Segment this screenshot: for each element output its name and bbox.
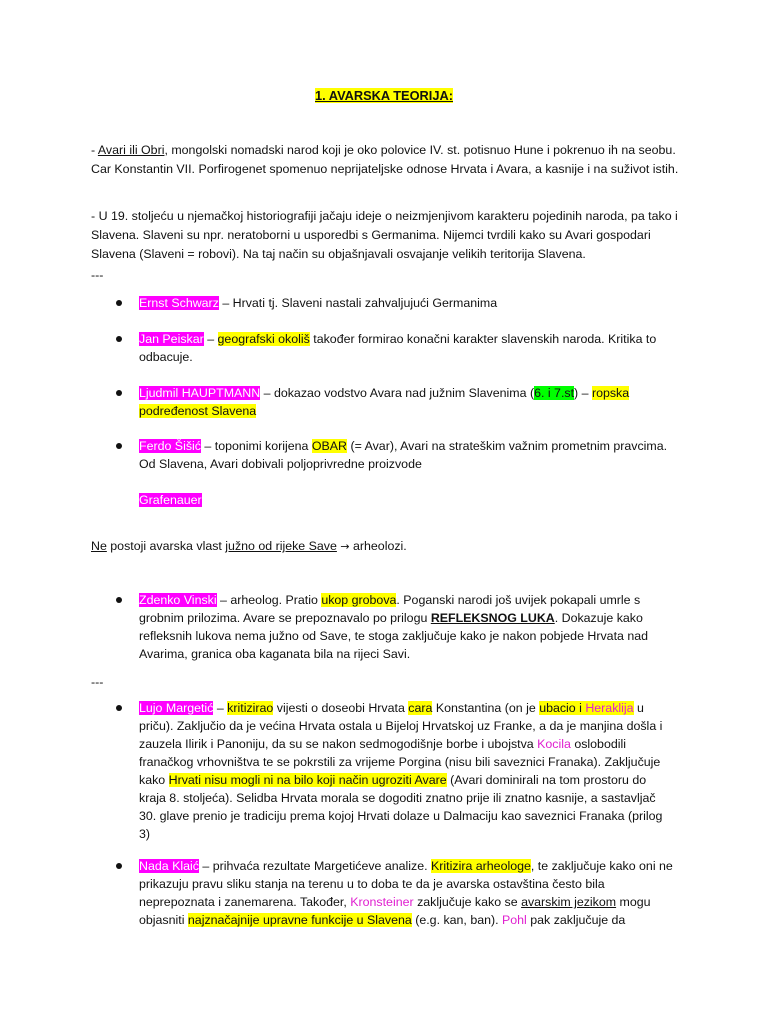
highlight: cara	[408, 701, 433, 715]
author-name: Nada Klaić	[139, 859, 199, 873]
item-text: – Hrvati tj. Slaveni nastali zahvaljujući Germanima	[218, 296, 498, 310]
item-text: – dokazao vodstvo Avara nad južnim Slavenima (	[260, 386, 535, 400]
term-avari-obri: Avari ili Obri	[97, 143, 165, 157]
bullet-icon	[116, 300, 122, 306]
item-text: pak zaključuje da	[526, 913, 626, 927]
author-name: Jan Peiskar	[139, 332, 204, 346]
highlight-magenta-text: Heraklija	[585, 701, 634, 715]
name-pohl: Pohl	[502, 913, 527, 927]
author-name: Ernst Schwarz	[139, 296, 219, 310]
highlight: Kritizira arheologe	[431, 859, 531, 873]
item-text: vijesti o doseobi Hrvata	[273, 701, 409, 715]
highlight: OBAR	[311, 439, 347, 453]
name-kocila: Kocila	[537, 737, 571, 751]
author-name: Grafenauer	[139, 493, 202, 507]
highlight: najznačajnije upravne funkcije u Slavena	[187, 913, 412, 927]
separator: ---	[91, 268, 104, 282]
highlight-green: 6. i 7.st	[534, 386, 575, 400]
item-text: –	[203, 332, 218, 346]
highlight: ropska podređenost Slavena	[139, 386, 630, 418]
term-ne: Ne	[91, 539, 107, 553]
bullet-icon	[116, 705, 122, 711]
item-text: ) –	[574, 386, 592, 400]
name-kronsteiner: Kronsteiner	[350, 895, 414, 909]
bullet-icon	[116, 336, 122, 342]
item-text: mogu objasniti	[139, 895, 651, 927]
item-text: . Poganski narodi još uvijek pokapali umrle s grobnim prilozima. Avare se prepoznavalo po prilogu	[139, 593, 641, 625]
item-text: – prihvaća rezultate Margetićeve analize.	[198, 859, 432, 873]
item-text: u priču). Zaključio da je većina Hrvata ostala u Bijeloj Hrvatskoj uz Franke, a da je manjina došla i zauzela Ilirik i Panoniju, da su se nakon sedmogodišnje borbe i ubojstva	[139, 701, 663, 751]
paragraph-avari-obri	[91, 141, 681, 179]
list-item-text	[139, 437, 676, 473]
highlight: ubacio i	[539, 701, 586, 715]
author-grafenauer	[139, 491, 202, 509]
list-item-text	[139, 857, 676, 929]
paragraph-text: , mongolski nomadski narod koji je oko polovice IV. st. potisnuo Hune i pokrenuo ih na seobu. Car Konstantin VII. Porfirogenet spomenuo neprijateljske odnose Hrvata i Avara, a kasnije i na suživot istih.	[91, 143, 679, 176]
list-item-text	[139, 591, 676, 663]
paragraph-historiography: - U 19. stoljeću u njemačkoj historiografiji jačaju ideje o neizmjenjivom karakteru pojedinih naroda, pa tako i Slavena. Slaveni su npr. neratoborni u usporedbi s Germanima. Nijemci tvrdili kako su Avari gospodari Slavena (Slaveni = robovi). Na taj način su objašnjavali osvajanje velikih teritorija Slavena.	[91, 209, 678, 261]
term-sava: južno od rijeke Save	[225, 539, 337, 553]
item-text: . Dokazuje kako refleksnih lukova nema južno od Save, te stoga zaključuje kako je nakon pobjede Hrvata nad Avarima, granica oba kaganata bila na rijeci Savi.	[139, 611, 649, 661]
title-text: 1. AVARSKA TEORIJA:	[315, 88, 453, 103]
bullet-icon	[116, 863, 122, 869]
highlight: Hrvati nisu mogli ni na bilo koji način ugroziti Avare	[168, 773, 447, 787]
item-text: (e.g. kan, ban).	[411, 913, 503, 927]
list-item-text	[139, 294, 676, 312]
list-item-text	[139, 699, 676, 843]
paragraph-text: arheolozi.	[349, 539, 407, 553]
term-refleksni-luk: REFLEKSNOG LUKA	[430, 611, 555, 625]
highlight: ukop grobova	[321, 593, 397, 607]
item-text: (= Avar), Avari na strateškim važnim prometnim pravcima. Od Slavena, Avari dobivali poljoprivredne proizvode	[139, 439, 668, 471]
item-text: – arheolog. Pratio	[216, 593, 322, 607]
list-item-text	[139, 330, 676, 366]
bullet-icon	[116, 390, 122, 396]
list-item-text	[139, 384, 676, 420]
arrow-right-icon: →	[340, 540, 350, 553]
term-avarski-jezik: avarskim jezikom	[521, 895, 617, 909]
author-name: Zdenko Vinski	[139, 593, 217, 607]
paragraph-text: postoji avarska vlast	[106, 539, 226, 553]
author-name: Ljudmil HAUPTMANN	[139, 386, 261, 400]
bullet-icon	[116, 597, 122, 603]
bullet-icon	[116, 443, 122, 449]
item-text: Konstantina (on je	[432, 701, 540, 715]
separator: ---	[91, 675, 104, 689]
author-name: Lujo Margetić	[139, 701, 214, 715]
dash: -	[91, 143, 98, 157]
author-name: Ferdo Šišić	[139, 439, 201, 453]
item-text: , te zaključuje kako oni ne prikazuju pravu sliku stanja na terenu u to doba te da je avarska ostavština često bila neprepoznata i zanemarena. Također,	[139, 859, 673, 909]
paragraph-sava	[91, 537, 681, 556]
page-title	[0, 88, 768, 103]
highlight: geografski okoliš	[217, 332, 310, 346]
item-text: (Avari dominirali na tom prostoru do kraja 8. stoljeća). Selidba Hrvata morala se dogoditi znatno prije ili znatno kasnije, a sastavljač 30. glave prenio je tradiciju prema kojoj Hrvati dolaze u Dalmaciju kao saveznici Franaka (prilog 3)	[139, 773, 663, 841]
item-text: oslobodili franačkog vrhovništva te se pokrstili za vrijeme Porgina (nisu bili saveznici Franaka). Zaključuje kako	[139, 737, 661, 787]
item-text: –	[213, 701, 228, 715]
highlight: kritizirao	[227, 701, 274, 715]
item-text: – toponimi korijena	[200, 439, 312, 453]
item-text: zaključuje kako se	[413, 895, 522, 909]
item-text: također formirao konačni karakter slavenskih naroda. Kritika to odbacuje.	[139, 332, 657, 364]
